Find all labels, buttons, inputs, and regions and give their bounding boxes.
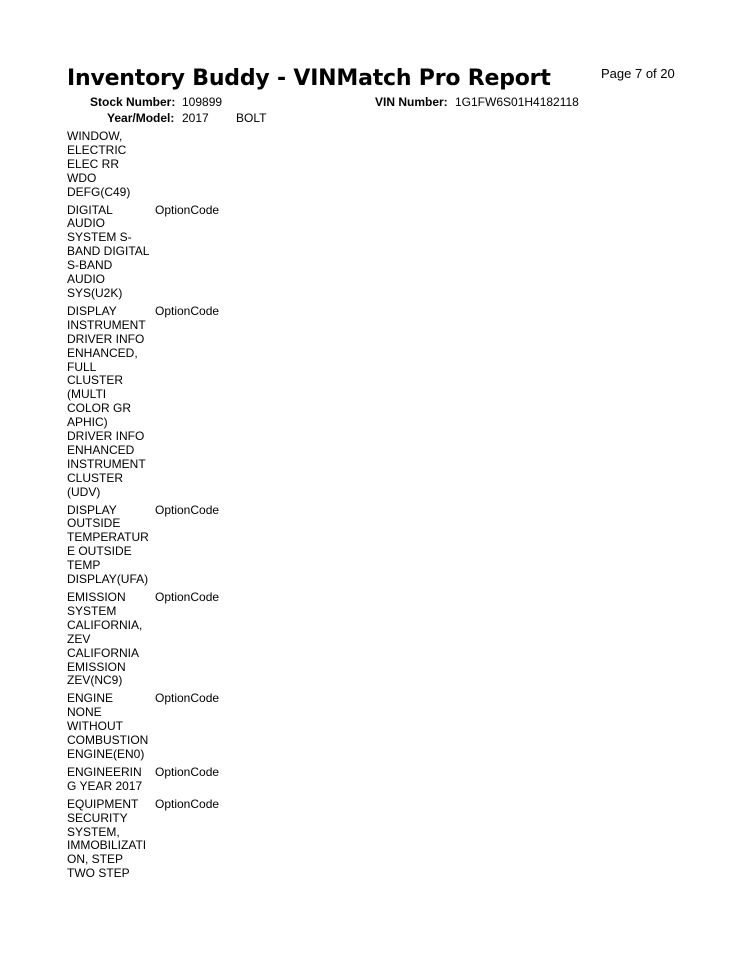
year-model-label: Year/Model:	[107, 111, 175, 125]
option-row	[67, 766, 247, 794]
option-description-line: WDO	[67, 170, 97, 185]
option-description-line: ELEC RR	[67, 156, 120, 171]
option-description-line: IMMOBILIZATI	[67, 838, 147, 853]
option-description-line: TEMPERATUR	[67, 530, 149, 545]
option-code: OptionCode	[155, 303, 220, 318]
option-description	[67, 591, 155, 688]
option-description-line: WITHOUT	[67, 719, 123, 734]
option-description-line: AUDIO	[67, 216, 106, 231]
option-description-line: SYSTEM,	[67, 824, 120, 839]
option-description-line: COLOR GR	[67, 401, 132, 416]
option-description-line: TWO STEP	[67, 866, 130, 881]
page-number: Page 7 of 20	[601, 66, 675, 81]
option-description-line: DRIVER INFO	[67, 331, 145, 346]
option-description-line: CALIFORNIA	[67, 645, 140, 660]
option-description-line: APHIC)	[67, 415, 108, 430]
option-description-line: CLUSTER	[67, 373, 124, 388]
option-description	[67, 130, 155, 200]
option-code: OptionCode	[155, 202, 220, 217]
option-description-line: ELECTRIC	[67, 142, 127, 157]
option-list	[67, 130, 247, 885]
option-description	[67, 504, 155, 587]
option-description	[67, 798, 155, 881]
option-code: OptionCode	[155, 502, 220, 517]
option-description-line: ENGINEERIN	[67, 764, 142, 779]
option-description	[67, 204, 155, 301]
option-description	[67, 766, 155, 794]
option-row	[67, 692, 247, 762]
option-description-line: DEFG(C49)	[67, 184, 131, 199]
option-description-line: OUTSIDE	[67, 516, 121, 531]
option-description-line: EQUIPMENT	[67, 796, 139, 811]
option-description-line: ENHANCED	[67, 442, 135, 457]
option-description-line: SYSTEM	[67, 603, 117, 618]
option-description-line: (MULTI	[67, 387, 107, 402]
option-row	[67, 504, 247, 587]
option-description-line: DISPLAY	[67, 502, 117, 517]
option-row	[67, 305, 247, 500]
option-description-line: EMISSION	[67, 590, 126, 604]
option-description-line: INSTRUMENT	[67, 456, 146, 471]
stock-number-value: 109899	[182, 95, 223, 109]
option-description-line: DIGITAL	[67, 202, 113, 217]
option-code: OptionCode	[155, 796, 220, 811]
option-description-line: ON, STEP	[67, 852, 124, 867]
model-value: BOLT	[236, 111, 267, 125]
option-description-line: TEMP	[67, 558, 101, 573]
option-description-line: EMISSION	[67, 659, 126, 674]
option-description-line: ENGINE(EN0)	[67, 746, 145, 761]
page-title: Inventory Buddy - VINMatch Pro Report	[67, 66, 551, 91]
option-description-line: AUDIO	[67, 272, 106, 287]
option-description-line: G YEAR 2017	[67, 778, 143, 793]
option-description-line: (UDV)	[67, 484, 101, 499]
option-description-line: ENHANCED,	[67, 345, 138, 360]
option-description-line: ENGINE	[67, 691, 114, 706]
stock-number-label: Stock Number:	[90, 95, 176, 109]
option-row	[67, 130, 247, 200]
option-description-line: SYSTEM S-	[67, 230, 132, 245]
option-description	[67, 692, 155, 762]
option-description-line: NONE	[67, 705, 102, 720]
option-description-line: WINDOW,	[67, 129, 123, 143]
option-description-line: SYS(U2K)	[67, 285, 123, 300]
option-code: OptionCode	[155, 590, 220, 604]
option-description-line: ZEV(NC9)	[67, 673, 123, 688]
option-description	[67, 305, 155, 500]
option-code: OptionCode	[155, 691, 220, 706]
option-description-line: DISPLAY(UFA)	[67, 572, 149, 587]
option-description-line: CLUSTER	[67, 470, 124, 485]
option-code: OptionCode	[155, 764, 220, 779]
option-description-line: E OUTSIDE	[67, 544, 132, 559]
option-description-line: DISPLAY	[67, 303, 117, 318]
option-description-line: BAND DIGITAL	[67, 244, 150, 259]
option-row	[67, 204, 247, 301]
option-description-line: SECURITY	[67, 810, 128, 825]
option-description-line: COMBUSTION	[67, 733, 149, 748]
option-description-line: S-BAND	[67, 258, 113, 273]
option-description-line: CALIFORNIA,	[67, 617, 143, 632]
vin-number-label: VIN Number:	[375, 95, 448, 109]
option-description-line: DRIVER INFO	[67, 429, 145, 444]
option-description-line: INSTRUMENT	[67, 317, 146, 332]
option-description-line: ZEV	[67, 631, 91, 646]
vin-number-value: 1G1FW6S01H4182118	[455, 95, 579, 109]
option-row	[67, 798, 247, 881]
option-row	[67, 591, 247, 688]
year-value: 2017	[182, 111, 209, 125]
option-description-line: FULL	[67, 359, 97, 374]
